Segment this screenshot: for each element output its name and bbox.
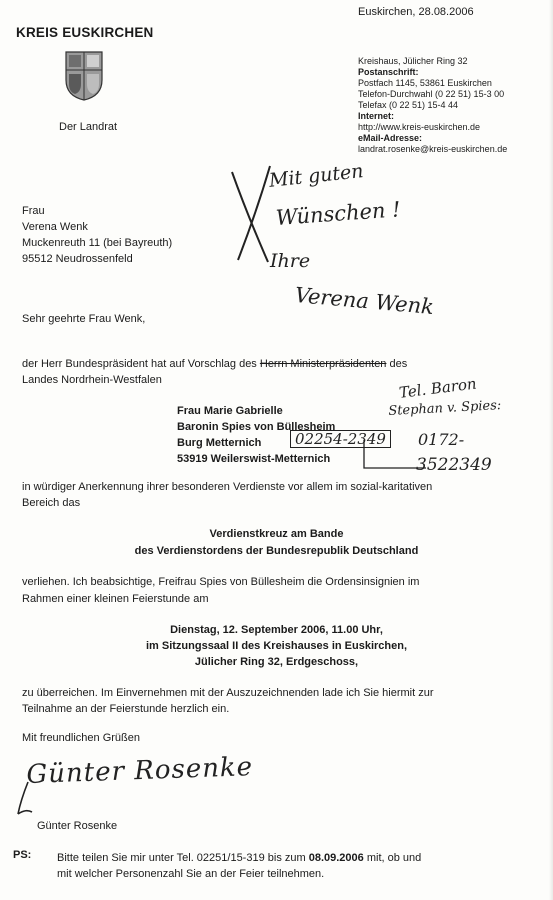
handwritten-note-line: Ihre [270,250,311,272]
contact-line: http://www.kreis-euskirchen.de [358,122,481,132]
paragraph-2-line2: Bereich das [22,497,81,509]
handwritten-phone-note-line: Stephan v. Spies: [388,398,502,419]
text-span: mit, ob und [363,852,422,864]
handwritten-note-line: Verena Wenk [293,283,435,320]
contact-line: landrat.rosenke@kreis-euskirchen.de [358,144,508,154]
handwritten-phone-box: 02254-2349 [290,430,391,448]
coat-of-arms-icon [64,50,104,102]
handwritten-signature: Günter Rosenke [26,752,254,790]
honoree-line: 53919 Weilerswist-Metternich [177,453,331,465]
paragraph-4-line1: zu überreichen. Im Einvernehmen mit der Auszuzeichnenden lade ich Sie hiermit zur [22,687,434,699]
recipient-line: Muckenreuth 11 (bei Bayreuth) [22,237,173,249]
paragraph-3-line2: Rahmen einer kleinen Feierstunde am [22,593,209,605]
struck-text: Herrn Ministerpräsidenten [259,358,387,370]
office-title: Der Landrat [59,121,118,133]
event-address: Jülicher Ring 32, Erdgeschoss, [194,656,359,668]
recipient-address [22,203,172,267]
recipient-line: Verena Wenk [22,221,88,233]
paragraph-1-line2: Landes Nordrhein-Westfalen [22,374,162,386]
ps-line2: mit welcher Personenzahl Sie an der Feier teilnehmen. [57,868,325,880]
paragraph-4-line2: Teilnahme an der Feierstunde herzlich ein. [22,703,230,715]
honoree-line: Burg Metternich [177,437,262,449]
honoree-line: Frau Marie Gabrielle [177,405,283,417]
org-name: KREIS EUSKIRCHEN [16,25,154,40]
handwritten-note-line: Mit guten [268,160,365,192]
recipient-line: 95512 Neudrossenfeld [22,253,133,265]
event-date: Dienstag, 12. September 2006, 11.00 Uhr, [170,624,383,636]
paragraph-3-line1: verliehen. Ich beabsichtige, Freifrau Spies von Büllesheim die Ordensinsignien im [22,576,420,588]
contact-line: Postfach 1145, 53861 Euskirchen [358,78,492,88]
ps-deadline: 08.09.2006 [308,852,364,864]
contact-line: Internet: [358,111,394,121]
handwritten-note-line: Wünschen ! [275,197,402,230]
award-title: Verdienstkreuz am Bande [209,528,344,540]
handwritten-phone-note-line: 3522349 [416,455,492,475]
place-date: Euskirchen, 28.08.2006 [358,6,474,18]
contact-line: eMail-Adresse: [358,133,423,143]
text-span: des [386,358,408,370]
ps-label: PS: [13,849,32,861]
signer-name: Günter Rosenke [37,820,118,832]
paragraph-1-line1 [22,358,407,370]
contact-block [358,56,507,155]
scan-edge-shadow [549,0,553,900]
handwritten-phone-note-line: 0172- [418,430,465,449]
salutation: Sehr geehrte Frau Wenk, [22,313,146,325]
contact-line: Kreishaus, Jülicher Ring 32 [358,56,468,66]
award-subtitle: des Verdienstordens der Bundesrepublik Deutschland [134,545,419,557]
contact-line: Telefax (0 22 51) 15-4 44 [358,100,459,110]
ps-line1 [57,852,421,864]
signature-flourish [14,780,44,816]
recipient-line: Frau [22,205,45,217]
text-span: der Herr Bundespräsident hat auf Vorschlag des [22,358,260,370]
contact-line: Telefon-Durchwahl (0 22 51) 15-3 00 [358,89,505,99]
paragraph-2-line1: in würdiger Anerkennung ihrer besonderen Verdienste vor allem im sozial-karitativen [22,481,433,493]
event-location: im Sitzungssaal II des Kreishauses in Euskirchen, [145,640,408,652]
honoree-line: Baronin Spies von Büllesheim [177,421,336,433]
text-span: Bitte teilen Sie mir unter Tel. 02251/15-319 bis zum [57,852,309,864]
handwritten-phone-note-line: Tel. Baron [398,374,478,402]
closing: Mit freundlichen Grüßen [22,732,140,744]
contact-line: Postanschrift: [358,67,419,77]
